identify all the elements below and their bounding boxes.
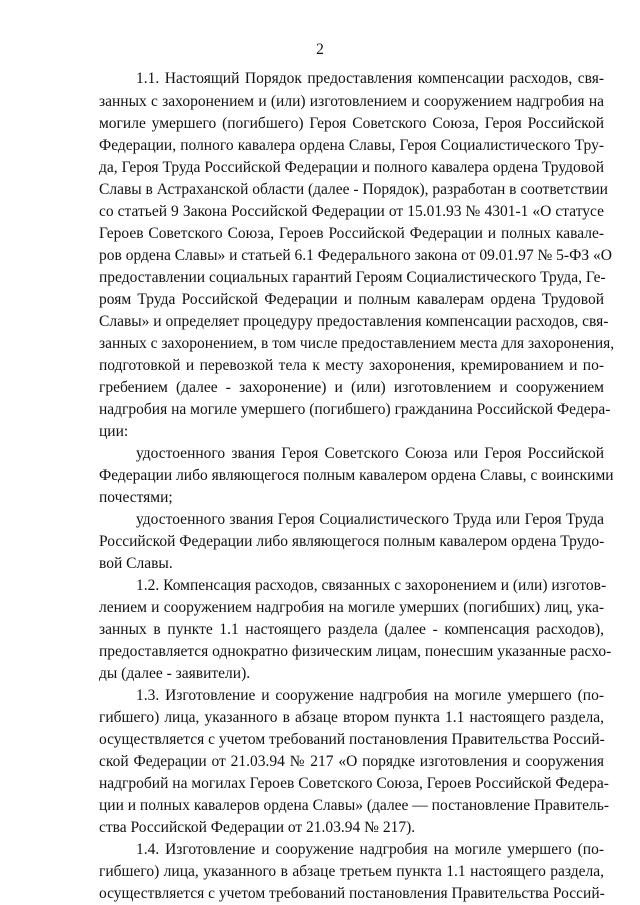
text-line: 1.3. Изготовление и сооружение надгробия на могиле умершего (по-	[136, 687, 604, 704]
text-line: удостоенного звания Героя Советского Союза или Героя Российской	[136, 445, 604, 462]
text-line: Героев Советского Союза, Героев Российской Федерации и полных кавале-	[99, 225, 604, 242]
text-line: Славы» и определяет процедуру предоставления компенсации расходов, свя-	[99, 313, 609, 330]
text-line: ции:	[99, 423, 129, 440]
text-line: занных с захоронением, в том числе предоставлением места для захоронения,	[99, 335, 615, 352]
text-line: надгробия на могиле умершего (погибшего) гражданина Российской Федера-	[99, 401, 611, 418]
text-line: Федерации либо являющегося полным кавалером ордена Славы, с воинскими	[99, 467, 614, 484]
text-line: ров ордена Славы» и статьей 6.1 Федерального закона от 09.01.97 № 5-ФЗ «О	[99, 247, 612, 264]
page-number: 2	[316, 41, 324, 58]
text-line: Федерации, полного кавалера ордена Славы, Героя Социалистического Тру-	[99, 137, 604, 154]
text-line: удостоенного звания Героя Социалистического Труда или Героя Труда	[136, 511, 604, 528]
text-line: роям Труда Российской Федерации и полным кавалерам ордена Трудовой	[99, 291, 604, 308]
text-line: осуществляется с учетом требований постановления Правительства Россий-	[99, 731, 605, 748]
text-line: могиле умершего (погибшего) Героя Советского Союза, Героя Российской	[99, 115, 604, 132]
text-line: занных в пункте 1.1 настоящего раздела (далее - компенсация расходов),	[99, 621, 604, 638]
text-line: Российской Федерации либо являющегося полным кавалером ордена Трудо-	[99, 533, 605, 550]
text-line: 1.2. Компенсация расходов, связанных с захоронением и (или) изготов-	[136, 577, 607, 594]
text-line: гибшего) лица, указанного в абзаце третьем пункта 1.1 настоящего раздела,	[99, 863, 604, 880]
text-line: вой Славы.	[99, 555, 173, 572]
text-line: почестями;	[99, 489, 173, 506]
text-line: предоставляется однократно физическим лицам, понесшим указанные расхо-	[99, 643, 612, 660]
text-line: гребением (далее - захоронение) и (или) изготовлением и сооружением	[99, 379, 604, 396]
text-line: гибшего) лица, указанного в абзаце втором пункта 1.1 настоящего раздела,	[99, 709, 604, 726]
text-line: ства Российской Федерации от 21.03.94 № 217).	[99, 819, 416, 836]
text-line: ской Федерации от 21.03.94 № 217 «О порядке изготовления и сооружения	[99, 753, 604, 770]
text-line: предоставлении социальных гарантий Героям Социалистического Труда, Ге-	[99, 269, 606, 286]
text-line: надгробий на могилах Героев Советского Союза, Героев Российской Федера-	[99, 775, 609, 792]
text-line: занных с захоронением и (или) изготовлением и сооружением надгробия на	[99, 93, 604, 110]
text-line: Славы в Астраханской области (далее - Порядок), разработан в соответствии	[99, 181, 608, 198]
text-line: 1.1. Настоящий Порядок предоставления компенсации расходов, свя-	[136, 70, 604, 87]
text-line: ды (далее - заявители).	[99, 665, 251, 682]
text-line: осуществляется с учетом требований постановления Правительства Россий-	[99, 885, 605, 902]
text-line: да, Героя Труда Российской Федерации и полного кавалера ордена Трудовой	[99, 159, 604, 176]
text-line: 1.4. Изготовление и сооружение надгробия на могиле умершего (по-	[136, 841, 604, 858]
text-line: лением и сооружением надгробия на могиле умерших (погибших) лиц, ука-	[99, 599, 604, 616]
text-line: ции и полных кавалеров ордена Славы» (далее — постановление Правитель-	[99, 797, 610, 814]
text-line: со статьей 9 Закона Российской Федерации от 15.01.93 № 4301-1 «О статусе	[99, 203, 604, 220]
text-line: подготовкой и перевозкой тела к месту захоронения, кремированием и по-	[99, 357, 604, 374]
